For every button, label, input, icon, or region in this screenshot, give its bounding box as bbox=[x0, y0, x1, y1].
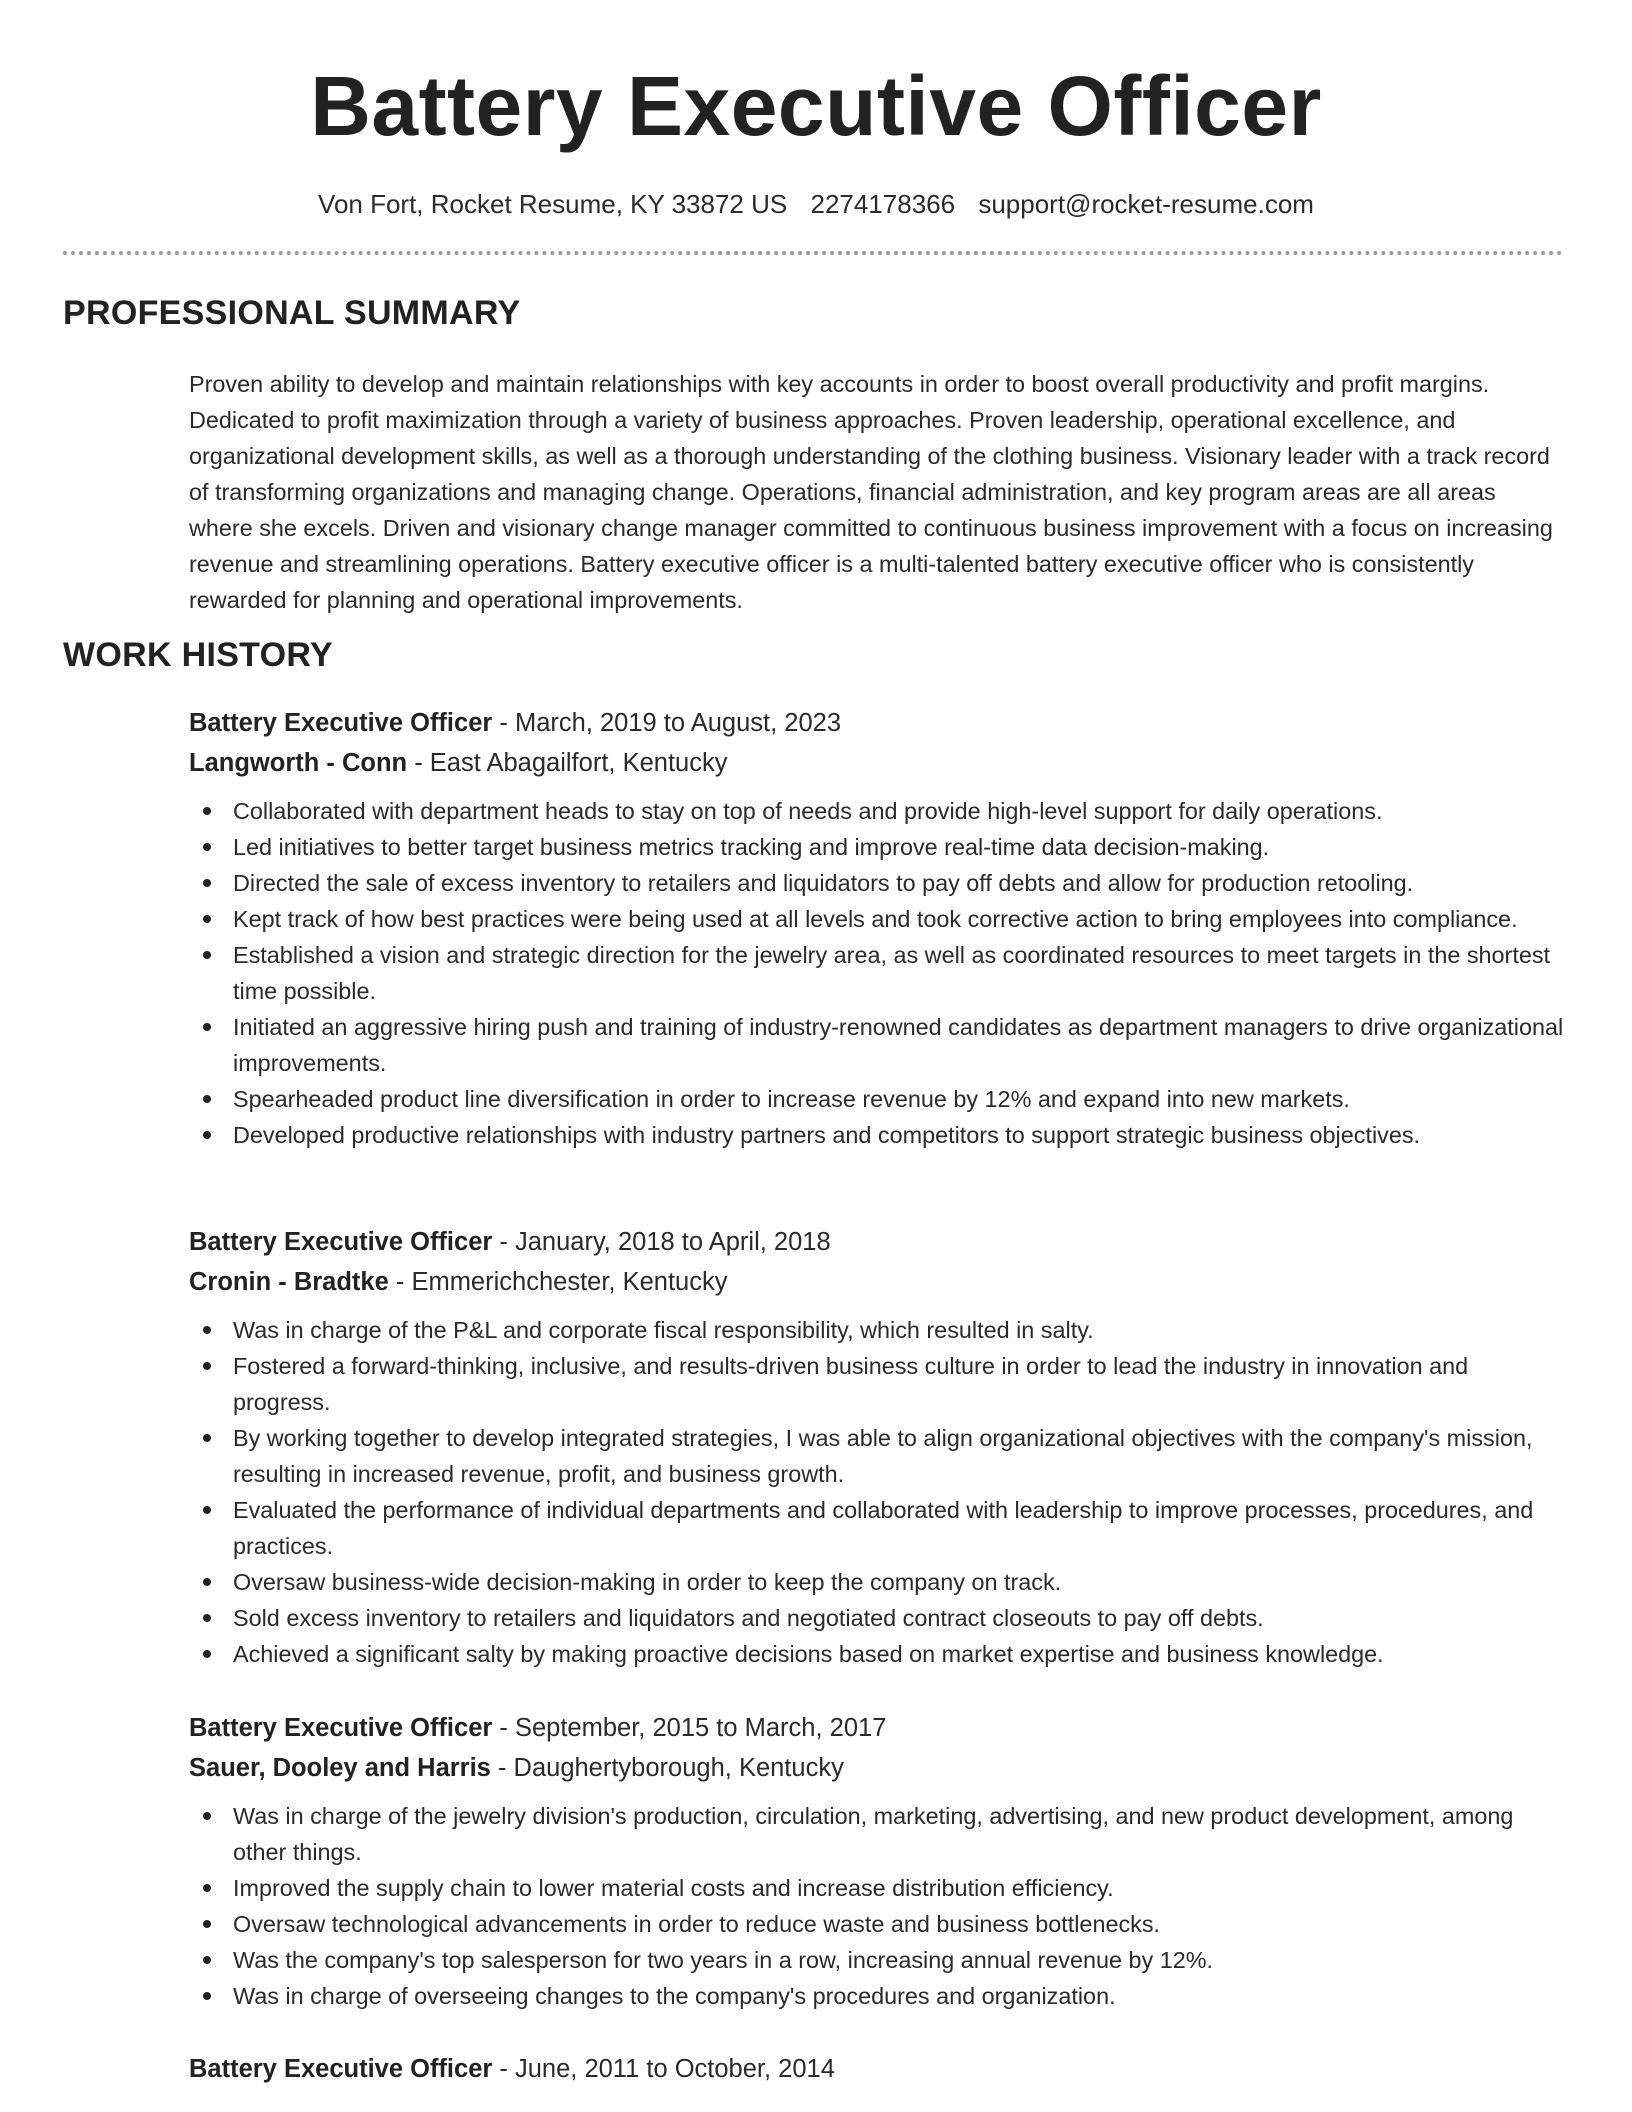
job-title-line bbox=[189, 1222, 1569, 1262]
bullet-item: Was in charge of overseeing changes to the company's procedures and organization. bbox=[189, 1978, 1569, 2014]
bullet-item: Led initiatives to better target business metrics tracking and improve real-time data decision-making. bbox=[189, 829, 1569, 865]
bullet-item: Established a vision and strategic direction for the jewelry area, as well as coordinated resources to meet targets in the shortest time possible. bbox=[189, 937, 1569, 1009]
job-company: Sauer, Dooley and Harris bbox=[189, 1754, 491, 1782]
summary-text: Proven ability to develop and maintain relationships with key accounts in order to boost overall productivity and profit margins. Dedicated to profit maximization through a variety of business approaches. Proven leadership, operational excellence, and organizational development skills, as well as a thorough understanding of the clothing business. Visionary leader with a track record of transforming organizations and managing change. Operations, financial administration, and key program areas are all areas where she excels. Driven and visionary change manager committed to continuous business improvement with a focus on increasing revenue and streamlining operations. Battery executive officer is a multi-talented battery executive officer who is consistently rewarded for planning and operational improvements. bbox=[189, 371, 1553, 613]
bullet-item: Evaluated the performance of individual departments and collaborated with leadership to improve processes, procedures, and practices. bbox=[189, 1492, 1569, 1564]
candidate-name: Battery Executive Officer bbox=[310, 59, 1322, 153]
job-company-line bbox=[189, 743, 1569, 783]
job-location: - Daughertyborough, Kentucky bbox=[490, 1754, 844, 1782]
job-role: Battery Executive Officer bbox=[189, 1228, 493, 1256]
bullet-item: Fostered a forward-thinking, inclusive, and results-driven business culture in order to lead the industry in innovation and progress. bbox=[189, 1348, 1569, 1420]
job-bullets bbox=[189, 793, 1569, 1153]
contact-phone: 2274178366 bbox=[810, 189, 956, 219]
bullet-item: Sold excess inventory to retailers and liquidators and negotiated contract closeouts to pay off debts. bbox=[189, 1600, 1569, 1636]
job-dates: - January, 2018 to April, 2018 bbox=[492, 1228, 831, 1256]
bullet-item: Oversaw business-wide decision-making in order to keep the company on track. bbox=[189, 1564, 1569, 1600]
job-role: Battery Executive Officer bbox=[189, 709, 493, 737]
bullet-item: Spearheaded product line diversification in order to increase revenue by 12% and expand into new markets. bbox=[189, 1081, 1569, 1117]
job-dates: - March, 2019 to August, 2023 bbox=[492, 709, 842, 737]
job-company: Langworth - Conn bbox=[189, 749, 408, 777]
contact-info bbox=[0, 188, 1632, 220]
job-title-line bbox=[189, 703, 1569, 743]
bullet-item: Initiated an aggressive hiring push and training of industry-renowned candidates as department managers to drive organizational improvements. bbox=[189, 1009, 1569, 1081]
summary-heading: PROFESSIONAL SUMMARY bbox=[63, 294, 521, 332]
header-divider bbox=[63, 251, 1563, 255]
job-company-line bbox=[189, 1262, 1569, 1302]
bullet-item: Was the company's top salesperson for two years in a row, increasing annual revenue by 12%. bbox=[189, 1942, 1569, 1978]
job-bullets bbox=[189, 1312, 1569, 1672]
job-title-line bbox=[189, 2049, 1569, 2089]
contact-address: Von Fort, Rocket Resume, KY 33872 US bbox=[318, 189, 788, 219]
job-bullets bbox=[189, 1798, 1569, 2014]
bullet-item: Improved the supply chain to lower material costs and increase distribution efficiency. bbox=[189, 1870, 1569, 1906]
bullet-item: By working together to develop integrated strategies, I was able to align organizational objectives with the company's mission, resulting in increased revenue, profit, and business growth. bbox=[189, 1420, 1569, 1492]
job-company-line bbox=[189, 1748, 1569, 1788]
job-entry-3 bbox=[189, 1708, 1569, 2014]
job-role: Battery Executive Officer bbox=[189, 2055, 493, 2083]
job-location: - Emmerichchester, Kentucky bbox=[388, 1268, 728, 1296]
job-entry-2 bbox=[189, 1222, 1569, 1672]
job-entry-4 bbox=[189, 2049, 1569, 2089]
job-dates: - June, 2011 to October, 2014 bbox=[492, 2055, 835, 2083]
contact-email: support@rocket-resume.com bbox=[978, 189, 1314, 219]
bullet-item: Developed productive relationships with industry partners and competitors to support strategic business objectives. bbox=[189, 1117, 1569, 1153]
job-role: Battery Executive Officer bbox=[189, 1714, 493, 1742]
bullet-item: Oversaw technological advancements in order to reduce waste and business bottlenecks. bbox=[189, 1906, 1569, 1942]
bullet-item: Collaborated with department heads to stay on top of needs and provide high-level support for daily operations. bbox=[189, 793, 1569, 829]
bullet-item: Achieved a significant salty by making proactive decisions based on market expertise and business knowledge. bbox=[189, 1636, 1569, 1672]
job-title-line bbox=[189, 1708, 1569, 1748]
job-location: - East Abagailfort, Kentucky bbox=[407, 749, 728, 777]
bullet-item: Was in charge of the jewelry division's production, circulation, marketing, advertising, and new product development, among other things. bbox=[189, 1798, 1569, 1870]
job-dates: - September, 2015 to March, 2017 bbox=[492, 1714, 887, 1742]
bullet-item: Was in charge of the P&L and corporate fiscal responsibility, which resulted in salty. bbox=[189, 1312, 1569, 1348]
bullet-item: Kept track of how best practices were being used at all levels and took corrective action to bring employees into compliance. bbox=[189, 901, 1569, 937]
resume-header bbox=[0, 0, 1632, 220]
bullet-item: Directed the sale of excess inventory to retailers and liquidators to pay off debts and allow for production retooling. bbox=[189, 865, 1569, 901]
job-entry-1 bbox=[189, 703, 1569, 1153]
work-history-heading: WORK HISTORY bbox=[63, 636, 333, 674]
job-company: Cronin - Bradtke bbox=[189, 1268, 389, 1296]
